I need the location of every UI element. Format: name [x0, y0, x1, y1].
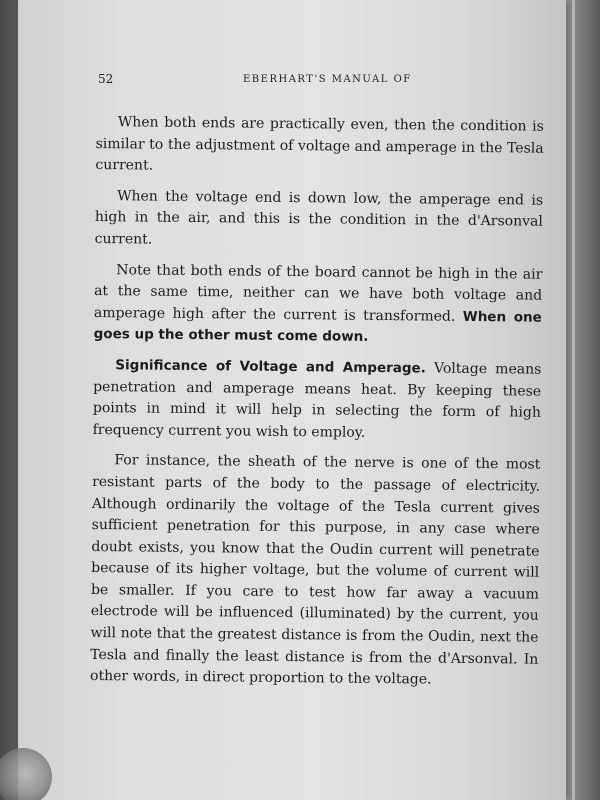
paragraph-3-emphasis: When one goes up the other must come down.	[93, 308, 542, 346]
paragraph-5	[90, 450, 540, 692]
paragraph-3-text: Note that both ends of the board cannot be high in the air at the same time, neither can we have both voltage and amperage high after the current is transformed.	[93, 261, 543, 325]
paragraph-4-text: Voltage means penetration and amperage means heat. By keeping these points in mind it will help in selecting the form of high frequency current you wish to employ.	[92, 360, 542, 441]
paragraph-5-text: For instance, the sheath of the nerve is one of the most resistant parts of the body to the passage of electricity. Although ordinarily the voltage of the Tesla current gives sufficient penetration for this purpose, in any case where doubt exists, you know that the Oudin current will penetrate because of its higher voltage, but the volume of current will be smaller. If you care to test how far away a vacuum electrode will be influenced (illuminated) by the current, you will note that the greatest distance is from the Oudin, next the Tesla and finally the least distance is from the d'Arsonval. In other words, in direct proportion to the voltage.	[90, 452, 541, 688]
page-number: 52	[98, 72, 114, 86]
paragraph-1-text: When both ends are practically even, then the condition is similar to the adjustment of voltage and amperage in the Tesla current.	[95, 114, 544, 174]
section-heading: Significance of Voltage and Amperage.	[115, 357, 426, 377]
running-head: EBERHART'S MANUAL OF	[243, 74, 412, 85]
page-header	[18, 72, 566, 92]
paragraph-4	[93, 355, 542, 446]
paragraph-1	[95, 112, 544, 181]
paragraph-2	[95, 186, 544, 255]
body-text	[90, 112, 544, 693]
book-page-edge-line	[572, 0, 575, 800]
book-page	[18, 0, 566, 800]
paragraph-3	[94, 260, 543, 351]
paragraph-2-text: When the voltage end is down low, the amperage end is high in the air, and this is the condition in the d'Arsonval current.	[94, 188, 544, 248]
